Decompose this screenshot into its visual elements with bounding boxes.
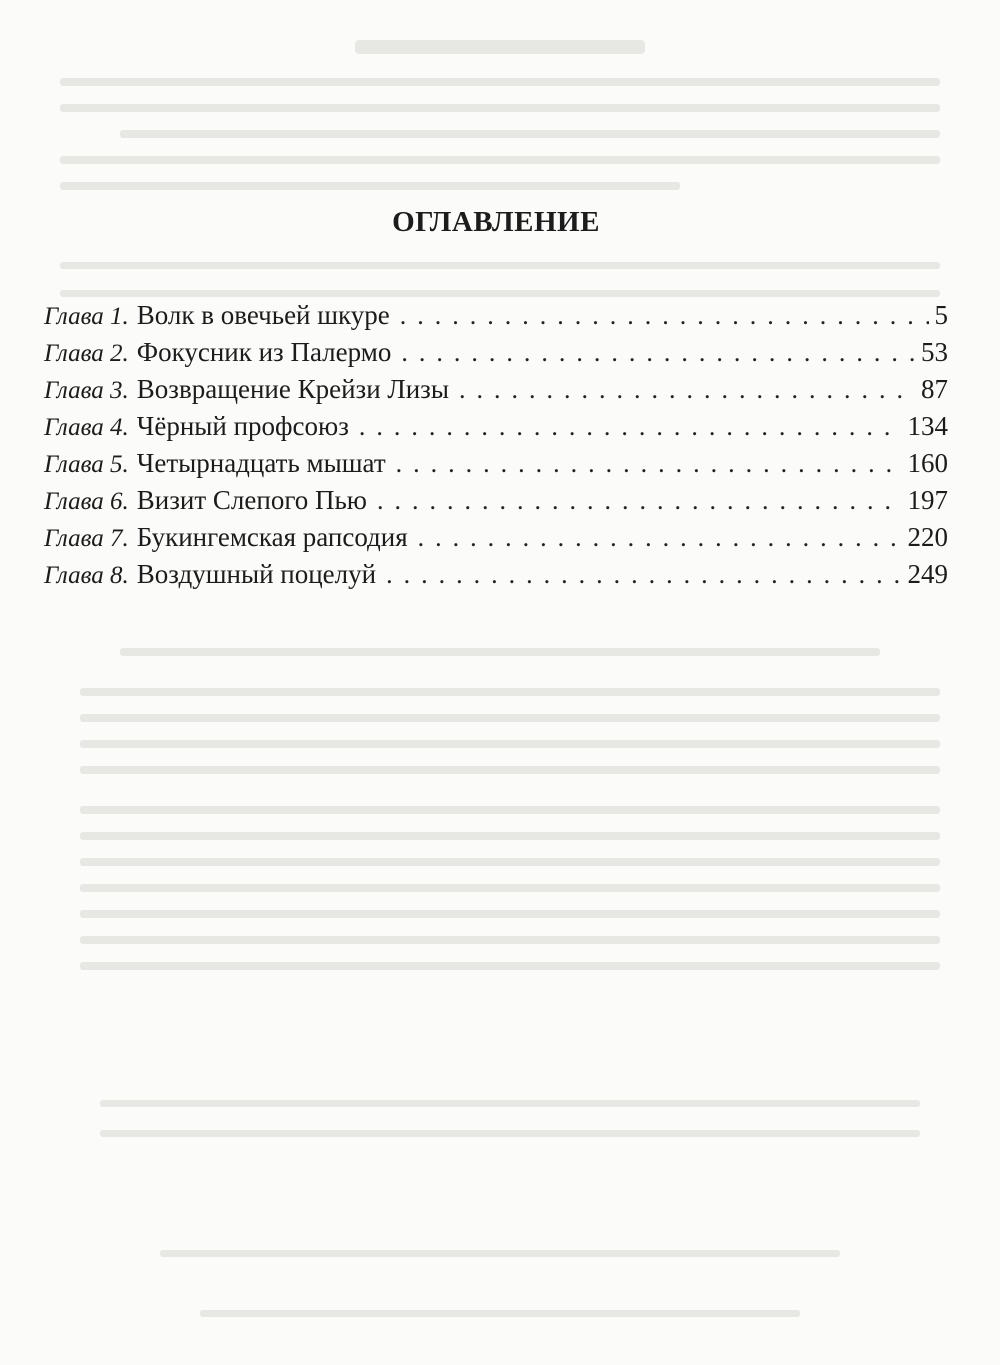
chapter-label: Глава 5. — [44, 451, 129, 478]
toc-entry — [44, 297, 948, 334]
chapter-label: Глава 8. — [44, 562, 129, 589]
chapter-page: 5 — [934, 300, 948, 330]
chapter-title: Букингемская рапсодия — [136, 522, 408, 552]
toc-entry — [44, 445, 948, 482]
toc-list — [44, 297, 948, 593]
chapter-label: Глава 2. — [44, 340, 129, 367]
chapter-page: 160 — [907, 448, 948, 478]
toc-entry — [44, 408, 948, 445]
chapter-title: Фокусник из Палермо — [136, 337, 392, 367]
chapter-page: 220 — [907, 522, 948, 552]
toc-entry — [44, 519, 948, 556]
chapter-title: Воздушный поцелуй — [136, 559, 377, 589]
chapter-title: Возвращение Крейзи Лизы — [136, 374, 449, 404]
toc-title: ОГЛАВЛЕНИЕ — [392, 206, 600, 238]
dot-leader — [401, 334, 915, 371]
chapter-page: 53 — [921, 337, 948, 367]
dot-leader — [400, 297, 929, 334]
dot-leader — [396, 445, 902, 482]
chapter-page: 197 — [907, 485, 948, 515]
chapter-label: Глава 3. — [44, 377, 129, 404]
chapter-label: Глава 7. — [44, 525, 129, 552]
chapter-title: Волк в овечьей шкуре — [136, 300, 390, 330]
dot-leader — [418, 519, 902, 556]
chapter-page: 249 — [907, 559, 948, 589]
chapter-title: Чёрный профсоюз — [136, 411, 349, 441]
toc-entry — [44, 482, 948, 519]
chapter-label: Глава 1. — [44, 303, 129, 330]
dot-leader — [459, 371, 915, 408]
chapter-title: Четырнадцать мышат — [136, 448, 386, 478]
toc-entry — [44, 334, 948, 371]
chapter-label: Глава 6. — [44, 488, 129, 515]
chapter-page: 134 — [907, 411, 948, 441]
chapter-title: Визит Слепого Пью — [136, 485, 367, 515]
chapter-label: Глава 4. — [44, 414, 129, 441]
toc-page — [44, 0, 948, 1365]
chapter-page: 87 — [921, 374, 948, 404]
dot-leader — [359, 408, 902, 445]
dot-leader — [377, 482, 902, 519]
toc-entry — [44, 556, 948, 593]
toc-entry — [44, 371, 948, 408]
dot-leader — [386, 556, 901, 593]
